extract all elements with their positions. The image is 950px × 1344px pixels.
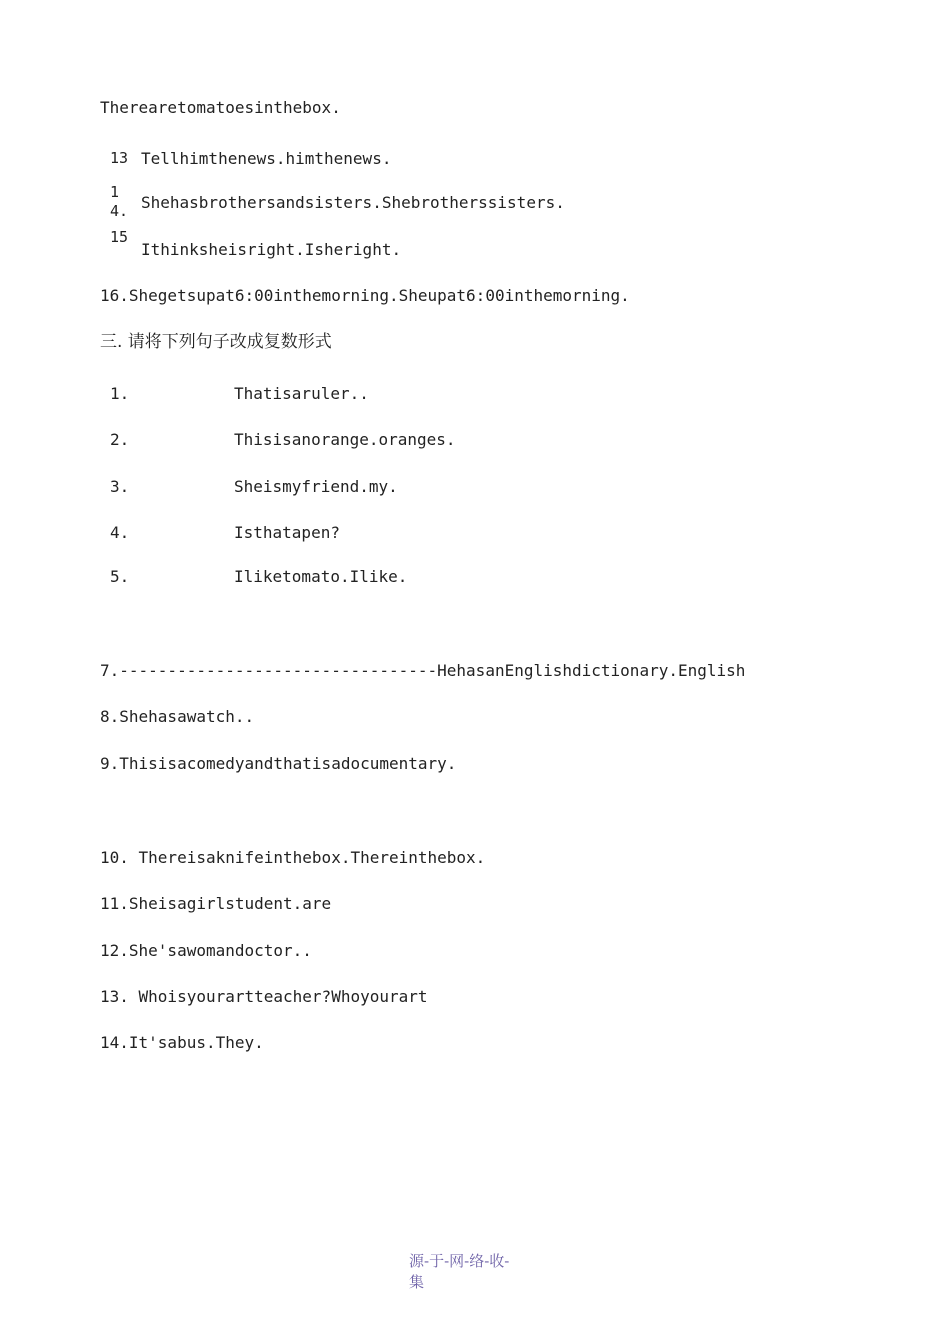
item-13: 13. Whoisyourartteacher?Whoyourart (100, 987, 428, 1006)
s3-item-number: 4. (110, 523, 130, 542)
s3-item-text: Thisisanorange.oranges. (234, 430, 456, 449)
section-3-heading: 三. 请将下列句子改成复数形式 (100, 332, 332, 352)
intro-sentence: Therearetomatoesinthebox. (100, 98, 341, 117)
s3-item-number: 2. (110, 430, 130, 449)
item-8: 8.Shehasawatch.. (100, 707, 255, 726)
s3-item-number: 5. (110, 567, 130, 586)
footer-source-line-1: 源-于-网-络-收- (409, 1252, 510, 1270)
s3-item-number: 1. (110, 384, 130, 403)
s3-item-text: Isthatapen? (234, 523, 340, 542)
item-number-14: 14. (110, 183, 129, 220)
item-7: 7.---------------------------------HehasanEnglishdictionary.English (100, 661, 746, 680)
item-number-13: 13 (110, 149, 129, 167)
item-11: 11.Sheisagirlstudent.are (100, 894, 332, 913)
item-9: 9.Thisisacomedyandthatisadocumentary. (100, 754, 457, 773)
item-13-text: Tellhimthenews.himthenews. (141, 149, 392, 168)
item-14: 14.It'sabus.They. (100, 1033, 264, 1052)
item-10: 10. Thereisaknifeinthebox.Thereinthebox. (100, 848, 486, 867)
s3-item-text: Sheismyfriend.my. (234, 477, 398, 496)
item-number-15: 15 (110, 228, 129, 246)
item-12: 12.She'sawomandoctor.. (100, 941, 312, 960)
footer-source-line-2: 集 (409, 1273, 425, 1291)
item-14-text: Shehasbrothersandsisters.Shebrotherssisters. (141, 193, 565, 212)
item-16: 16.Shegetsupat6:00inthemorning.Sheupat6:00inthemorning. (100, 286, 630, 305)
s3-item-text: Iliketomato.Ilike. (234, 567, 408, 586)
item-15-text: Ithinksheisright.Isheright. (141, 240, 402, 259)
s3-item-text: Thatisaruler.. (234, 384, 369, 403)
s3-item-number: 3. (110, 477, 130, 496)
